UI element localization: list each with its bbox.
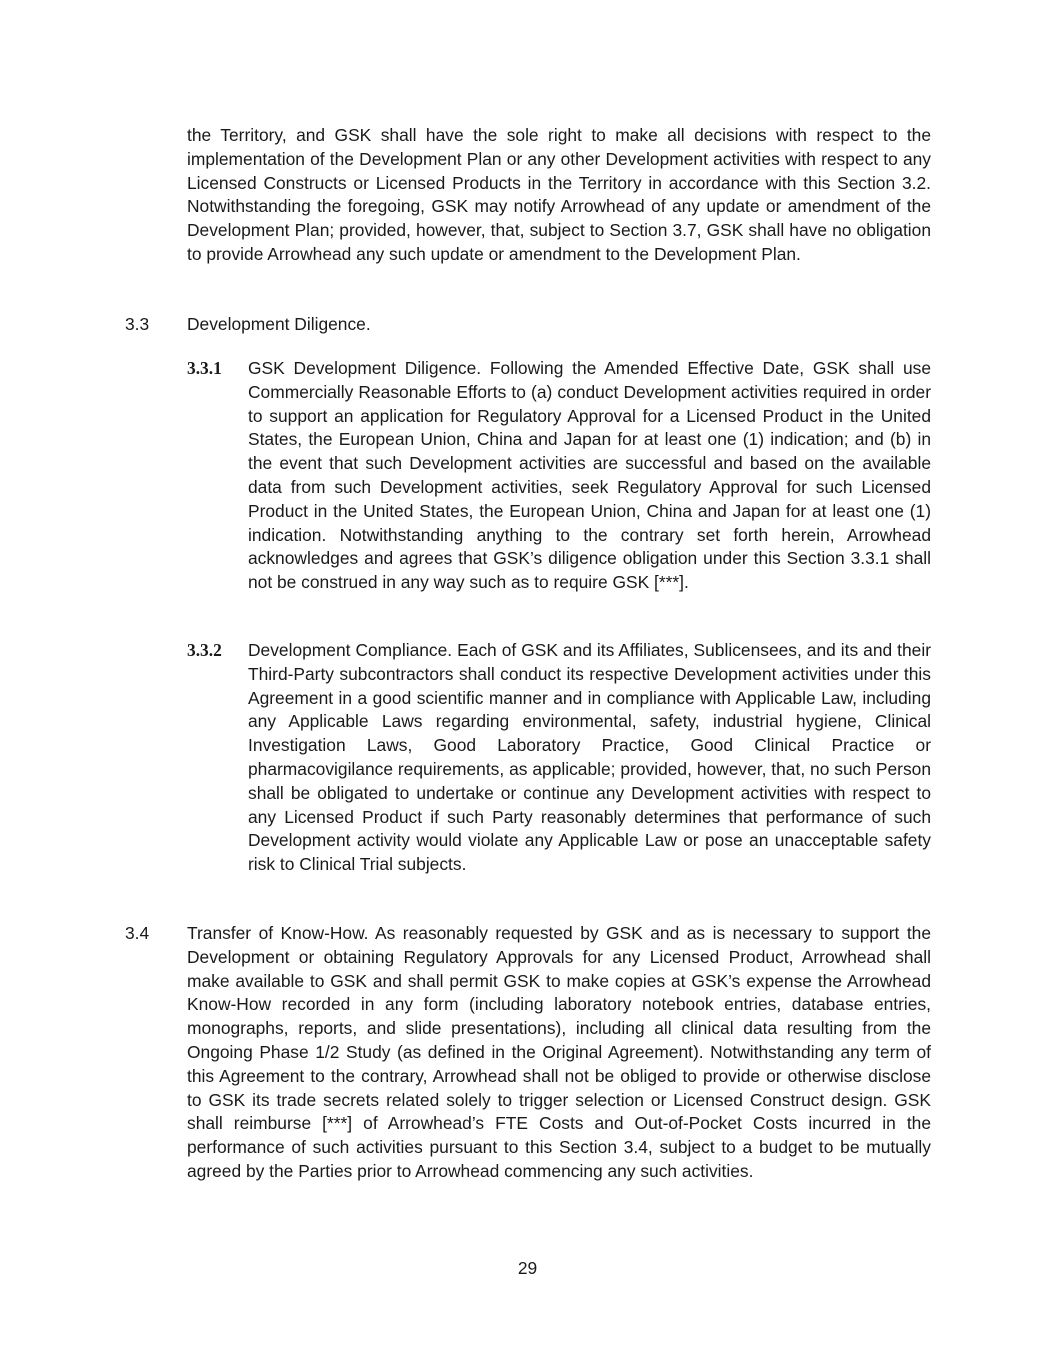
subsection-3-3-1-text: GSK Development Diligence. Following the Amended Effective Date, GSK shall use Commercially Reasonable Efforts to (a) conduct Development activities required in order to support an application for Regulatory Approval for a Licensed Product in the United States, the European Union, China and Japan for at least one (1) indication; and (b) in the event that such Development activities are successful and based on the available data from such Development activities, seek Regulatory Approval for such Licensed Product in the United States, the European Union, China and Japan for at least one (1) indication. Notwithstanding anything to the contrary set forth herein, Arrowhead acknowledges and agrees that GSK’s diligence obligation under this Section 3.3.1 shall not be construed in any way such as to require GSK [***].: [248, 358, 931, 593]
section-3-4-number: 3.4: [125, 923, 150, 943]
section-3-3-number: 3.3: [125, 314, 150, 334]
page-number: 29: [517, 1258, 538, 1278]
subsection-3-3-1-number: 3.3.1: [187, 358, 222, 378]
intro-paragraph: the Territory, and GSK shall have the sole right to make all decisions with respect to the implementation of the Development Plan or any other Development activities with respect to any Licensed Constructs or Licensed Products in the Territory in accordance with this Section 3.2. Notwithstanding the foregoing, GSK may notify Arrowhead of any update or amendment of the Development Plan; provided, however, that, subject to Section 3.7, GSK shall have no obligation to provide Arrowhead any such update or amendment to the Development Plan.: [187, 125, 931, 264]
subsection-3-3-2-number: 3.3.2: [187, 640, 222, 660]
section-3-3-heading: Development Diligence.: [187, 314, 371, 334]
section-3-4-text: Transfer of Know-How. As reasonably requested by GSK and as is necessary to support the Development or obtaining Regulatory Approvals for any Licensed Product, Arrowhead shall make available to GSK and shall permit GSK to make copies at GSK’s expense the Arrowhead Know-How recorded in any form (including laboratory notebook entries, database entries, monographs, reports, and slide presentations), including all clinical data resulting from the Ongoing Phase 1/2 Study (as defined in the Original Agreement). Notwithstanding any term of this Agreement to the contrary, Arrowhead shall not be obliged to provide or otherwise disclose to GSK its trade secrets related solely to trigger selection or Licensed Construct design. GSK shall reimburse [***] of Arrowhead’s FTE Costs and Out-of-Pocket Costs incurred in the performance of such activities pursuant to this Section 3.4, subject to a budget to be mutually agreed by the Parties prior to Arrowhead commencing any such activities.: [187, 923, 931, 1181]
subsection-3-3-2-text: Development Compliance. Each of GSK and its Affiliates, Sublicensees, and its and their Third-Party subcontractors shall conduct its respective Development activities under this Agreement in a good scientific manner and in compliance with Applicable Law, including any Applicable Laws regarding environmental, safety, industrial hygiene, Clinical Investigation Laws, Good Laboratory Practice, Good Clinical Practice or pharmacovigilance requirements, as applicable; provided, however, that, no such Person shall be obligated to undertake or continue any Development activities with respect to any Licensed Product if such Party reasonably determines that performance of such Development activity would violate any Applicable Law or pose an unacceptable safety risk to Clinical Trial subjects.: [248, 640, 931, 875]
